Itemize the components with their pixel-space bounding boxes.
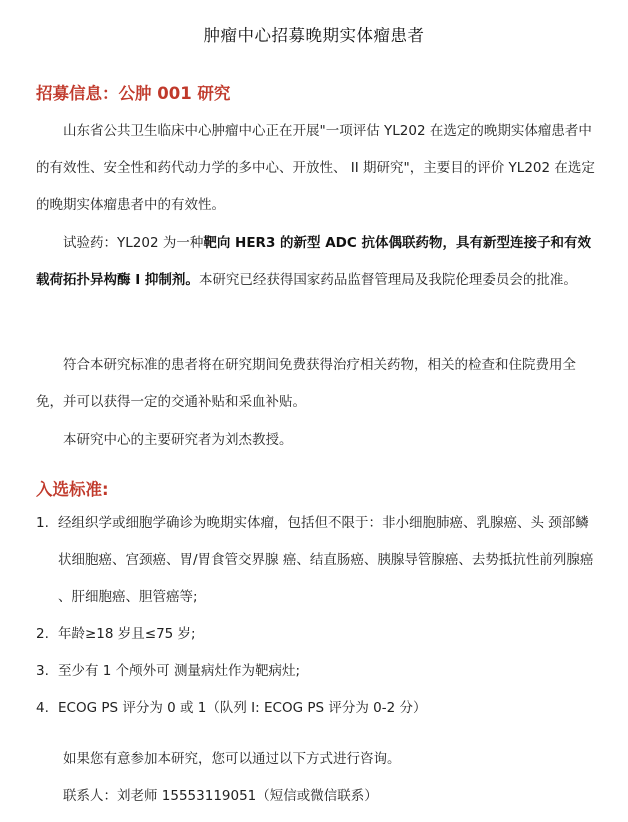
- criteria-item-1: [36, 505, 596, 616]
- drug-description-bold: 靶向 HER3 的新型 ADC 抗体偶联药物，具有新型连接子和有效载荷拓扑异构酶 I 抑制剂。: [36, 235, 591, 288]
- criteria-item-3: [36, 653, 596, 690]
- intro-paragraph: 山东省公共卫生临床中心肿瘤中心正在开展"一项评估 YL202 在选定的晚期实体瘤患者中的有效性、安全性和药代动力学的多中心、开放性、 II 期研究"，主要目的评价 YL202 在选定的晚期实体瘤患者中的有效性。: [36, 123, 595, 213]
- criteria-item-4: [36, 690, 596, 727]
- contact-person: 联系人：刘老师 15553119051（短信或微信联系）: [63, 788, 378, 804]
- drug-prefix: 试验药：YL202 为一种: [63, 235, 204, 251]
- criteria-number: 4.: [36, 700, 49, 716]
- criteria-item-2: [36, 616, 596, 653]
- drug-approval-text: 本研究已经获得国家药品监督管理局及我院伦理委员会的批准。: [198, 272, 577, 288]
- criteria-text: 年龄≥18 岁且≤75 岁;: [58, 626, 196, 642]
- drug-paragraph: [36, 225, 596, 299]
- criteria-list: [36, 505, 596, 727]
- criteria-text: 至少有 1 个颅外可 测量病灶作为靶病灶;: [58, 663, 301, 679]
- criteria-heading: 入选标准:: [36, 480, 109, 499]
- criteria-number: 3.: [36, 663, 49, 679]
- consult-paragraph: 如果您有意参加本研究，您可以通过以下方式进行咨询。: [63, 751, 401, 767]
- criteria-text: 经组织学或细胞学确诊为晚期实体瘤，包括但不限于：非小细胞肺癌、乳腺癌、头 颈部鳞状细胞癌、宫颈癌、胃/胃食管交界腺 癌、结直肠癌、胰腺导管腺癌、去势抵抗性前列腺癌 、肝细胞癌、胆管癌等;: [58, 515, 594, 605]
- criteria-number: 2.: [36, 626, 49, 642]
- investigator-paragraph: 本研究中心的主要研究者为刘杰教授。: [63, 432, 293, 448]
- criteria-text: ECOG PS 评分为 0 或 1（队列 I: ECOG PS 评分为 0-2 分）: [58, 700, 427, 716]
- criteria-number: 1.: [36, 515, 49, 531]
- recruitment-heading: 招募信息：公肿 001 研究: [36, 84, 231, 103]
- benefits-paragraph: 符合本研究标准的患者将在研究期间免费获得治疗相关药物，相关的检查和住院费用全免，并可以获得一定的交通补贴和采血补贴。: [36, 357, 576, 410]
- document-title: 肿瘤中心招募晚期实体瘤患者: [203, 26, 425, 45]
